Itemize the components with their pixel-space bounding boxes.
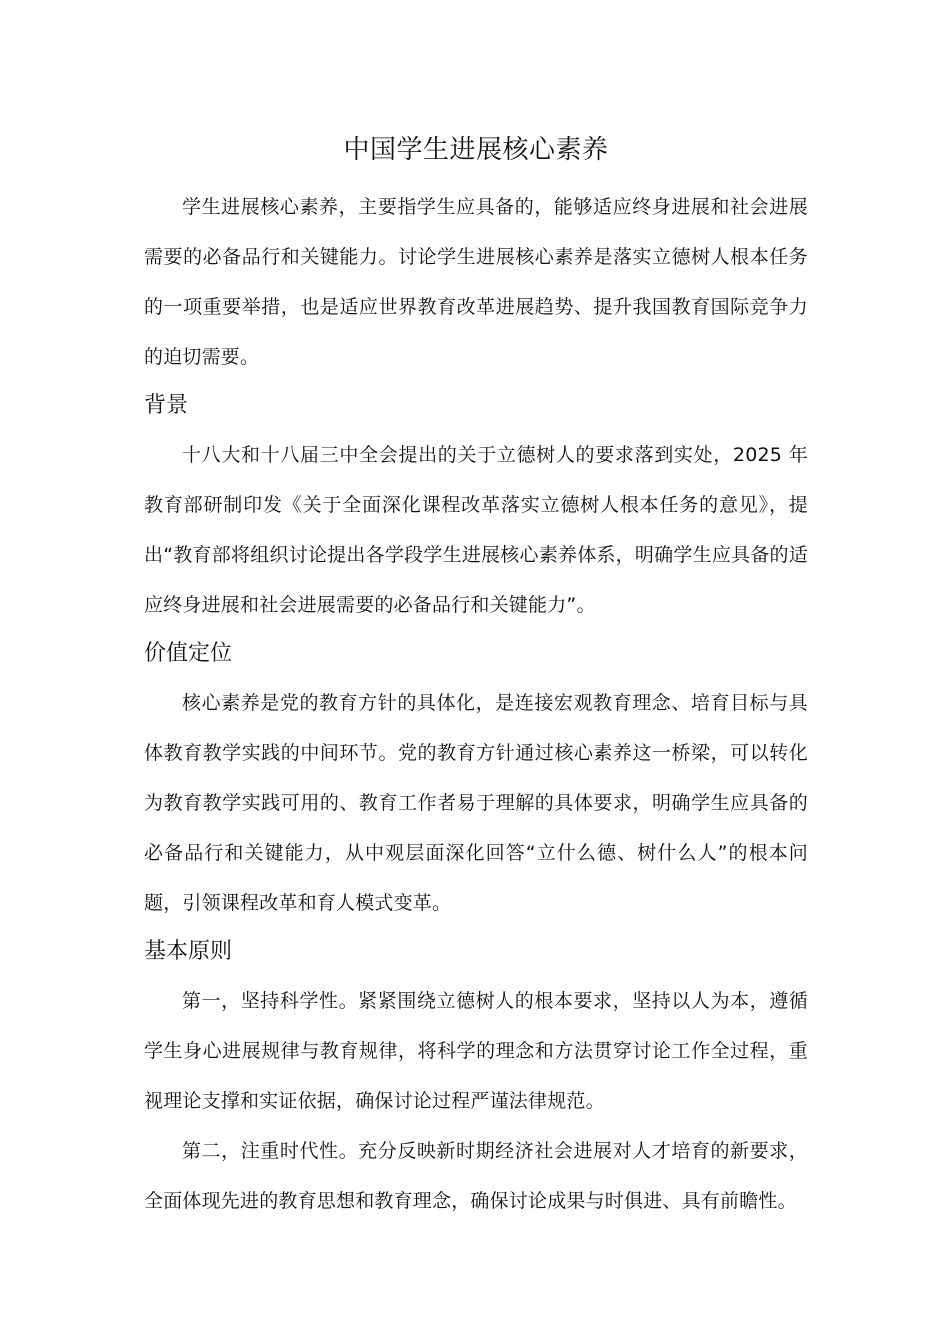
document-page: [144, 128, 808, 1226]
section-heading-background: 背景: [144, 393, 189, 418]
section-heading-value-positioning: 价值定位: [144, 641, 233, 666]
section-heading-basic-principles: 基本原则: [144, 939, 233, 964]
document-title: 中国学生进展核心素养: [343, 135, 609, 165]
principle-second-paragraph: 第二，注重时代性。充分反映新时期经济社会进展对人才培育的新要求，全面体现先进的教育思想和教育理念，确保讨论成果与时俱进、具有前瞻性。: [144, 1140, 808, 1212]
background-paragraph: 十八大和十八届三中全会提出的关于立德树人的要求落到实处，2025 年教育部研制印发《关于全面深化课程改革落实立德树人根本任务的意见》，提出“教育部将组织讨论提出各学段学生进展核心素养体系，明确学生应具备的适应终身进展和社会进展需要的必备品行和关键能力”。: [144, 444, 808, 616]
intro-paragraph: 学生进展核心素养，主要指学生应具备的，能够适应终身进展和社会进展需要的必备品行和关键能力。讨论学生进展核心素养是落实立德树人根本任务的一项重要举措，也是适应世界教育改革进展趋势、提升我国教育国际竞争力的迫切需要。: [144, 196, 808, 368]
value-positioning-paragraph: 核心素养是党的教育方针的具体化，是连接宏观教育理念、培育目标与具体教育教学实践的中间环节。党的教育方针通过核心素养这一桥梁，可以转化为教育教学实践可用的、教育工作者易于理解的具体要求，明确学生应具备的必备品行和关键能力，从中观层面深化回答“立什么德、树什么人”的根本问题，引领课程改革和育人模式变革。: [144, 692, 808, 914]
principle-first-paragraph: 第一，坚持科学性。紧紧围绕立德树人的根本要求，坚持以人为本，遵循学生身心进展规律与教育规律，将科学的理念和方法贯穿讨论工作全过程，重视理论支撑和实证依据，确保讨论过程严谨法律规范。: [144, 990, 808, 1112]
